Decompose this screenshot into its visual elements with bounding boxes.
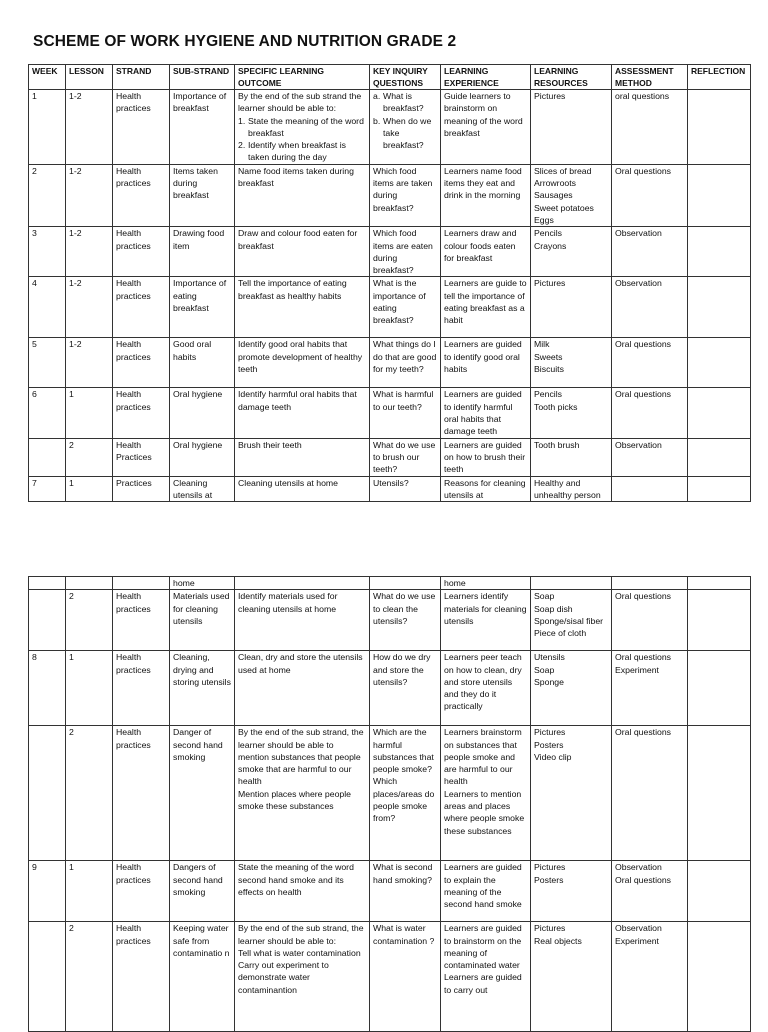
cell-week bbox=[29, 438, 66, 476]
cell-reflection bbox=[688, 590, 751, 651]
header-questions: KEY INQUIRY QUESTIONS bbox=[370, 65, 441, 90]
cell-assessment: Observation bbox=[612, 227, 688, 277]
cell-week: 7 bbox=[29, 476, 66, 502]
cell-week bbox=[29, 590, 66, 651]
table-row bbox=[29, 651, 751, 726]
cell-outcome: Cleaning utensils at home bbox=[235, 476, 370, 502]
cell-assessment: Observation Oral questions bbox=[612, 861, 688, 922]
cell-resources: Pictures bbox=[531, 277, 612, 338]
header-resources: LEARNING RESOURCES bbox=[531, 65, 612, 90]
cell-week: 3 bbox=[29, 227, 66, 277]
cell-resources: Tooth brush bbox=[531, 438, 612, 476]
cell-questions: What is the importance of eating breakfast? bbox=[370, 277, 441, 338]
question-list-item bbox=[373, 115, 437, 152]
cell-outcome: Name food items taken during breakfast bbox=[235, 164, 370, 226]
table-row bbox=[29, 577, 751, 590]
cell-outcome: Brush their teeth bbox=[235, 438, 370, 476]
cell-resources: Utensils Soap Sponge bbox=[531, 651, 612, 726]
cell-assessment: Oral questions bbox=[612, 388, 688, 438]
cell-week: 4 bbox=[29, 277, 66, 338]
cell-assessment: Oral questions Experiment bbox=[612, 651, 688, 726]
cell-questions: What is harmful to our teeth? bbox=[370, 388, 441, 438]
header-sub-strand: SUB-STRAND bbox=[170, 65, 235, 90]
cell-reflection bbox=[688, 726, 751, 861]
cell-week: 5 bbox=[29, 338, 66, 388]
cell-lesson: 1-2 bbox=[66, 338, 113, 388]
cell-strand: Health practices bbox=[113, 338, 170, 388]
cell-outcome: Identify harmful oral habits that damage teeth bbox=[235, 388, 370, 438]
table-row bbox=[29, 164, 751, 226]
cell-assessment: Observation Experiment bbox=[612, 922, 688, 1032]
cell-experience: Guide learners to brainstorm on meaning of the word breakfast bbox=[441, 90, 531, 165]
header-row bbox=[29, 65, 751, 90]
cell-experience: Learners name food items they eat and drink in the morning bbox=[441, 164, 531, 226]
document-title: SCHEME OF WORK HYGIENE AND NUTRITION GRADE 2 bbox=[33, 33, 457, 50]
cell-reflection bbox=[688, 338, 751, 388]
table-row bbox=[29, 476, 751, 502]
cell-outcome bbox=[235, 577, 370, 590]
table-row bbox=[29, 388, 751, 438]
cell-reflection bbox=[688, 476, 751, 502]
cell-sub-strand: Good oral habits bbox=[170, 338, 235, 388]
header-reflection: REFLECTION bbox=[688, 65, 751, 90]
cell-outcome: Identify good oral habits that promote development of healthy teeth bbox=[235, 338, 370, 388]
cell-sub-strand: Oral hygiene bbox=[170, 388, 235, 438]
cell-outcome: Identify materials used for cleaning utensils at home bbox=[235, 590, 370, 651]
cell-sub-strand: Importance of eating breakfast bbox=[170, 277, 235, 338]
cell-sub-strand: Danger of second hand smoking bbox=[170, 726, 235, 861]
cell-resources: Slices of bread Arrowroots Sausages Sweet potatoes Eggs bbox=[531, 164, 612, 226]
list-text: Identify when breakfast is taken during the day bbox=[248, 140, 347, 163]
cell-sub-strand: Drawing food item bbox=[170, 227, 235, 277]
cell-questions: Utensils? bbox=[370, 476, 441, 502]
cell-reflection bbox=[688, 277, 751, 338]
cell-experience: Learners peer teach on how to clean, dry and store utensils and they do it practically bbox=[441, 651, 531, 726]
cell-week bbox=[29, 577, 66, 590]
cell-resources: Pictures Posters Video clip bbox=[531, 726, 612, 861]
cell-experience: Learners are guide to tell the importance of eating breakfast as a habit bbox=[441, 277, 531, 338]
cell-assessment: oral questions bbox=[612, 90, 688, 165]
cell-questions: How do we dry and store the utensils? bbox=[370, 651, 441, 726]
cell-reflection bbox=[688, 227, 751, 277]
cell-assessment: Oral questions bbox=[612, 338, 688, 388]
cell-reflection bbox=[688, 90, 751, 165]
table-row bbox=[29, 227, 751, 277]
cell-outcome: By the end of the sub strand, the learner should be able to: Tell what is water contamination Carry out experiment to demonstrate water contaminantion bbox=[235, 922, 370, 1032]
cell-week bbox=[29, 726, 66, 861]
cell-resources: Pictures Real objects bbox=[531, 922, 612, 1032]
table-row bbox=[29, 438, 751, 476]
cell-lesson: 1 bbox=[66, 651, 113, 726]
cell-experience: Learners brainstorm on substances that people smoke and are harmful to our health Learners to mention areas and places where people smoke these substances bbox=[441, 726, 531, 861]
cell-week: 2 bbox=[29, 164, 66, 226]
cell-week: 1 bbox=[29, 90, 66, 165]
outcome-intro: By the end of the sub strand the learner should be able to: bbox=[238, 91, 362, 114]
cell-resources: Pictures bbox=[531, 90, 612, 165]
list-marker: a. bbox=[373, 91, 381, 101]
cell-assessment: Oral questions bbox=[612, 590, 688, 651]
cell-questions bbox=[370, 577, 441, 590]
cell-strand: Health practices bbox=[113, 227, 170, 277]
cell-sub-strand: Items taken during breakfast bbox=[170, 164, 235, 226]
cell-questions: What do we use to clean the utensils? bbox=[370, 590, 441, 651]
header-experience: LEARNING EXPERIENCE bbox=[441, 65, 531, 90]
cell-assessment bbox=[612, 577, 688, 590]
cell-reflection bbox=[688, 651, 751, 726]
cell-strand: Health practices bbox=[113, 388, 170, 438]
cell-experience: Reasons for cleaning utensils at bbox=[441, 476, 531, 502]
cell-outcome: Draw and colour food eaten for breakfast bbox=[235, 227, 370, 277]
cell-sub-strand: Dangers of second hand smoking bbox=[170, 861, 235, 922]
list-marker: 2. bbox=[238, 140, 246, 151]
list-marker: b. bbox=[373, 115, 381, 126]
cell-resources: Pencils Crayons bbox=[531, 227, 612, 277]
table-row bbox=[29, 90, 751, 165]
cell-resources: Pencils Tooth picks bbox=[531, 388, 612, 438]
cell-lesson: 1 bbox=[66, 861, 113, 922]
cell-assessment bbox=[612, 476, 688, 502]
cell-reflection bbox=[688, 164, 751, 226]
cell-outcome: Tell the importance of eating breakfast as healthy habits bbox=[235, 277, 370, 338]
header-lesson: LESSON bbox=[66, 65, 113, 90]
cell-lesson: 2 bbox=[66, 726, 113, 861]
cell-strand: Health practices bbox=[113, 277, 170, 338]
cell-lesson: 2 bbox=[66, 590, 113, 651]
header-assessment: ASSESSMENT METHOD bbox=[612, 65, 688, 90]
cell-strand: Health practices bbox=[113, 164, 170, 226]
cell-resources: Pictures Posters bbox=[531, 861, 612, 922]
cell-strand: Health practices bbox=[113, 726, 170, 861]
cell-questions: What is water contamination ? bbox=[370, 922, 441, 1032]
cell-experience: Learners are guided to identify good oral habits bbox=[441, 338, 531, 388]
cell-outcome: Clean, dry and store the utensils used at home bbox=[235, 651, 370, 726]
header-outcome: SPECIFIC LEARNING OUTCOME bbox=[235, 65, 370, 90]
cell-lesson: 1 bbox=[66, 476, 113, 502]
cell-strand: Health practices bbox=[113, 861, 170, 922]
cell-reflection bbox=[688, 861, 751, 922]
cell-questions: Which food items are taken during breakfast? bbox=[370, 164, 441, 226]
outcome-list-item bbox=[238, 139, 366, 164]
cell-questions bbox=[370, 90, 441, 165]
cell-outcome bbox=[235, 90, 370, 165]
cell-assessment: Oral questions bbox=[612, 726, 688, 861]
cell-strand: Health practices bbox=[113, 651, 170, 726]
list-marker: 1. bbox=[238, 115, 246, 126]
cell-resources: Soap Soap dish Sponge/sisal fiber Piece of cloth bbox=[531, 590, 612, 651]
table-row bbox=[29, 590, 751, 651]
cell-week: 6 bbox=[29, 388, 66, 438]
cell-outcome: By the end of the sub strand, the learner should be able to mention substances that people smoke that are harmful to our health Mention places where people smoke these substances bbox=[235, 726, 370, 861]
scheme-table-top bbox=[28, 64, 751, 502]
cell-resources: Milk Sweets Biscuits bbox=[531, 338, 612, 388]
cell-week bbox=[29, 922, 66, 1032]
cell-assessment: Observation bbox=[612, 438, 688, 476]
cell-lesson: 2 bbox=[66, 922, 113, 1032]
cell-experience: Learners draw and colour foods eaten for breakfast bbox=[441, 227, 531, 277]
table-row bbox=[29, 861, 751, 922]
cell-strand: Health practices bbox=[113, 590, 170, 651]
cell-questions: Which are the harmful substances that people smoke? Which places/areas do people smoke from? bbox=[370, 726, 441, 861]
table-row bbox=[29, 338, 751, 388]
table-row bbox=[29, 726, 751, 861]
cell-resources: Healthy and unhealthy person bbox=[531, 476, 612, 502]
cell-strand: Practices bbox=[113, 476, 170, 502]
table-row bbox=[29, 277, 751, 338]
cell-questions: What things do I do that are good for my teeth? bbox=[370, 338, 441, 388]
cell-strand: Health practices bbox=[113, 922, 170, 1032]
list-text: What is breakfast? bbox=[383, 91, 424, 114]
cell-sub-strand: home bbox=[170, 577, 235, 590]
cell-strand: Health Practices bbox=[113, 438, 170, 476]
cell-sub-strand: Importance of breakfast bbox=[170, 90, 235, 165]
cell-outcome: State the meaning of the word second hand smoke and its effects on health bbox=[235, 861, 370, 922]
list-text: State the meaning of the word breakfast bbox=[248, 115, 364, 138]
cell-lesson: 1-2 bbox=[66, 227, 113, 277]
cell-experience: Learners are guided to explain the meaning of the second hand smoke bbox=[441, 861, 531, 922]
scheme-table-continued bbox=[28, 576, 751, 1032]
cell-sub-strand: Keeping water safe from contaminatio n bbox=[170, 922, 235, 1032]
cell-lesson: 2 bbox=[66, 438, 113, 476]
cell-lesson: 1-2 bbox=[66, 90, 113, 165]
cell-lesson: 1-2 bbox=[66, 277, 113, 338]
cell-assessment: Oral questions bbox=[612, 164, 688, 226]
cell-experience: home bbox=[441, 577, 531, 590]
cell-lesson: 1 bbox=[66, 388, 113, 438]
cell-sub-strand: Cleaning, drying and storing utensils bbox=[170, 651, 235, 726]
cell-questions: What is second hand smoking? bbox=[370, 861, 441, 922]
cell-sub-strand: Materials used for cleaning utensils bbox=[170, 590, 235, 651]
cell-sub-strand: Cleaning utensils at bbox=[170, 476, 235, 502]
list-text: When do we take breakfast? bbox=[383, 115, 432, 151]
header-strand: STRAND bbox=[113, 65, 170, 90]
cell-reflection bbox=[688, 577, 751, 590]
cell-reflection bbox=[688, 922, 751, 1032]
cell-reflection bbox=[688, 438, 751, 476]
cell-week: 8 bbox=[29, 651, 66, 726]
cell-lesson: 1-2 bbox=[66, 164, 113, 226]
cell-reflection bbox=[688, 388, 751, 438]
cell-experience: Learners are guided to identify harmful oral habits that damage teeth bbox=[441, 388, 531, 438]
outcome-list-item bbox=[238, 115, 366, 140]
header-week: WEEK bbox=[29, 65, 66, 90]
table-row bbox=[29, 922, 751, 1032]
cell-resources bbox=[531, 577, 612, 590]
cell-strand: Health practices bbox=[113, 90, 170, 165]
cell-week: 9 bbox=[29, 861, 66, 922]
cell-questions: Which food items are eaten during breakfast? bbox=[370, 227, 441, 277]
cell-experience: Learners are guided on how to brush their teeth bbox=[441, 438, 531, 476]
cell-assessment: Observation bbox=[612, 277, 688, 338]
cell-lesson bbox=[66, 577, 113, 590]
cell-strand bbox=[113, 577, 170, 590]
cell-experience: Learners identify materials for cleaning utensils bbox=[441, 590, 531, 651]
cell-sub-strand: Oral hygiene bbox=[170, 438, 235, 476]
question-list-item bbox=[373, 90, 437, 115]
cell-experience: Learners are guided to brainstorm on the meaning of contaminated water Learners are guided to carry out bbox=[441, 922, 531, 1032]
cell-questions: What do we use to brush our teeth? bbox=[370, 438, 441, 476]
